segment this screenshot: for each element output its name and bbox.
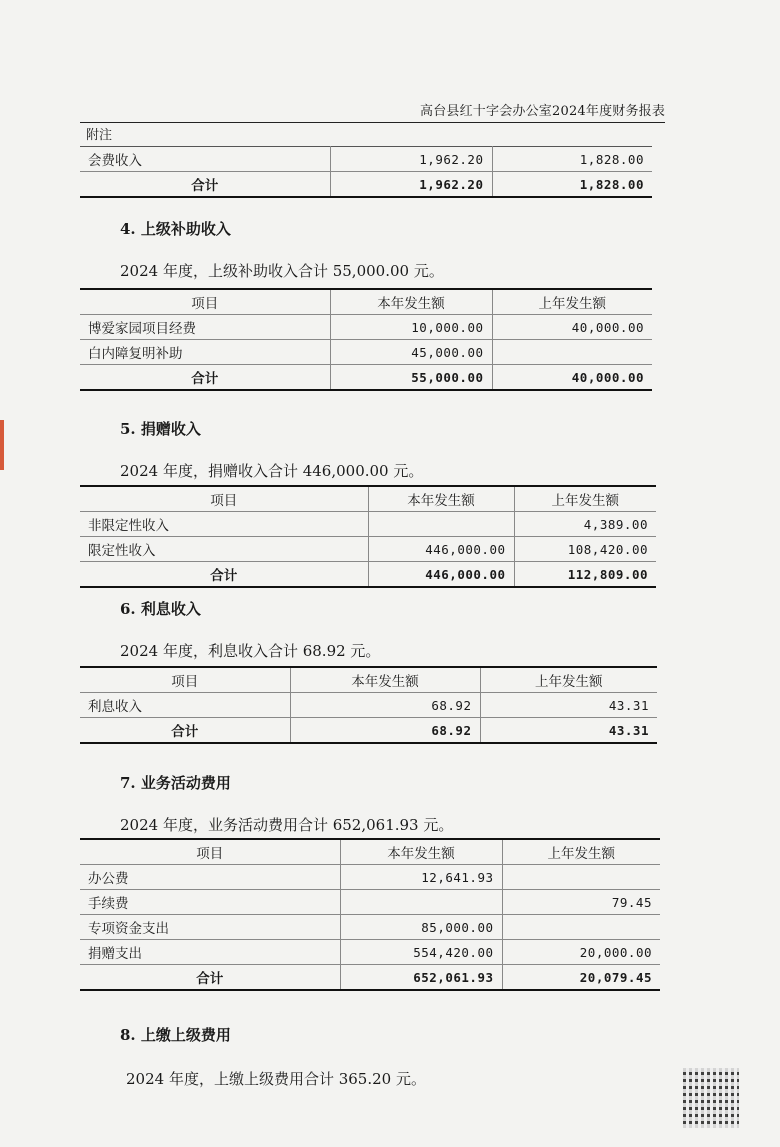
section-6-summary: 2024 年度，利息收入合计 68.92 元。 xyxy=(120,642,381,660)
total-prior: 43.31 xyxy=(480,718,657,744)
row-current: 85,000.00 xyxy=(340,915,502,940)
section-6-table xyxy=(80,666,657,744)
col-header-current: 本年发生额 xyxy=(368,486,514,512)
row-current: 45,000.00 xyxy=(330,340,492,365)
table-row xyxy=(80,147,652,172)
row-current: 68.92 xyxy=(290,693,480,718)
section-7-heading: 7. 业务活动费用 xyxy=(120,774,231,792)
row-prior xyxy=(502,915,660,940)
col-header-prior: 上年发生额 xyxy=(480,667,657,693)
section-5-table xyxy=(80,485,656,588)
table-header-row xyxy=(80,667,657,693)
total-prior: 1,828.00 xyxy=(492,172,652,198)
table-row xyxy=(80,512,656,537)
col-header-item: 项目 xyxy=(80,289,330,315)
row-prior xyxy=(492,340,652,365)
table-row xyxy=(80,915,660,940)
section-5-summary: 2024 年度，捐赠收入合计 446,000.00 元。 xyxy=(120,462,424,480)
table-row xyxy=(80,693,657,718)
section-4-table xyxy=(80,288,652,391)
row-current xyxy=(368,512,514,537)
total-label: 合计 xyxy=(80,718,290,744)
total-row xyxy=(80,718,657,744)
section-5-heading: 5. 捐赠收入 xyxy=(120,420,201,438)
section-7-table xyxy=(80,838,660,991)
row-prior: 4,389.00 xyxy=(514,512,656,537)
section-8-heading: 8. 上缴上级费用 xyxy=(120,1026,231,1044)
row-current: 1,962.20 xyxy=(330,147,492,172)
header-divider xyxy=(80,122,665,123)
total-label: 合计 xyxy=(80,562,368,588)
row-prior: 20,000.00 xyxy=(502,940,660,965)
table-row xyxy=(80,890,660,915)
total-prior: 20,079.45 xyxy=(502,965,660,991)
table-row xyxy=(80,340,652,365)
row-prior: 108,420.00 xyxy=(514,537,656,562)
total-label: 合计 xyxy=(80,965,340,991)
col-header-prior: 上年发生额 xyxy=(514,486,656,512)
total-current: 652,061.93 xyxy=(340,965,502,991)
row-current: 10,000.00 xyxy=(330,315,492,340)
col-header-item: 项目 xyxy=(80,667,290,693)
total-row xyxy=(80,172,652,198)
table-row xyxy=(80,315,652,340)
col-header-item: 项目 xyxy=(80,486,368,512)
col-header-prior: 上年发生额 xyxy=(492,289,652,315)
section-4-heading: 4. 上级补助收入 xyxy=(120,220,231,238)
total-row xyxy=(80,562,656,588)
notes-label: 附注 xyxy=(86,128,113,143)
section-6-heading: 6. 利息收入 xyxy=(120,600,201,618)
table-row xyxy=(80,940,660,965)
total-current: 55,000.00 xyxy=(330,365,492,391)
row-item: 非限定性收入 xyxy=(80,512,368,537)
row-item: 博爱家园项目经费 xyxy=(80,315,330,340)
row-prior xyxy=(502,865,660,890)
col-header-prior: 上年发生额 xyxy=(502,839,660,865)
row-item: 捐赠支出 xyxy=(80,940,340,965)
row-prior: 40,000.00 xyxy=(492,315,652,340)
row-item: 白内障复明补助 xyxy=(80,340,330,365)
section-7-summary: 2024 年度，业务活动费用合计 652,061.93 元。 xyxy=(120,816,454,834)
total-row xyxy=(80,365,652,391)
total-current: 68.92 xyxy=(290,718,480,744)
qr-code-icon xyxy=(683,1068,739,1128)
section-4-summary: 2024 年度，上级补助收入合计 55,000.00 元。 xyxy=(120,262,444,280)
table-header-row xyxy=(80,289,652,315)
report-header: 高台县红十字会办公室2024年度财务报表 xyxy=(420,104,666,119)
total-label: 合计 xyxy=(80,365,330,391)
table-row xyxy=(80,865,660,890)
total-label: 合计 xyxy=(80,172,330,198)
col-header-current: 本年发生额 xyxy=(340,839,502,865)
row-item: 手续费 xyxy=(80,890,340,915)
row-current: 554,420.00 xyxy=(340,940,502,965)
row-item: 专项资金支出 xyxy=(80,915,340,940)
row-item: 会费收入 xyxy=(80,147,330,172)
row-current xyxy=(340,890,502,915)
edge-mark xyxy=(0,420,4,470)
col-header-current: 本年发生额 xyxy=(290,667,480,693)
row-item: 办公费 xyxy=(80,865,340,890)
section-8-summary: 2024 年度，上缴上级费用合计 365.20 元。 xyxy=(126,1070,426,1088)
row-item: 限定性收入 xyxy=(80,537,368,562)
row-prior: 79.45 xyxy=(502,890,660,915)
total-prior: 40,000.00 xyxy=(492,365,652,391)
row-prior: 43.31 xyxy=(480,693,657,718)
col-header-current: 本年发生额 xyxy=(330,289,492,315)
table-header-row xyxy=(80,839,660,865)
total-prior: 112,809.00 xyxy=(514,562,656,588)
table-row xyxy=(80,537,656,562)
row-prior: 1,828.00 xyxy=(492,147,652,172)
membership-fee-table xyxy=(80,146,652,198)
total-row xyxy=(80,965,660,991)
total-current: 1,962.20 xyxy=(330,172,492,198)
table-header-row xyxy=(80,486,656,512)
total-current: 446,000.00 xyxy=(368,562,514,588)
row-current: 12,641.93 xyxy=(340,865,502,890)
row-item: 利息收入 xyxy=(80,693,290,718)
col-header-item: 项目 xyxy=(80,839,340,865)
row-current: 446,000.00 xyxy=(368,537,514,562)
